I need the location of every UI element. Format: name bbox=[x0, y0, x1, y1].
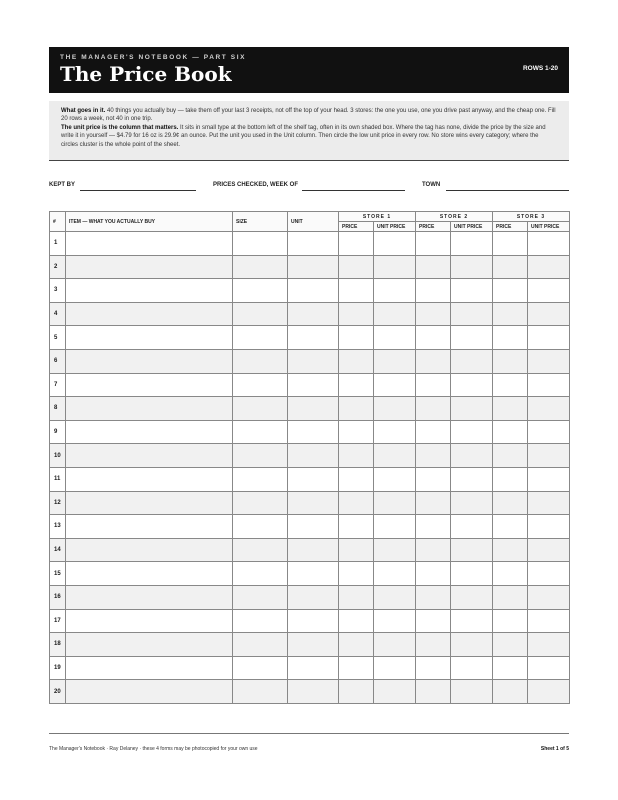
form-fields bbox=[49, 181, 569, 193]
table-row bbox=[50, 656, 570, 680]
store-3-price-cell[interactable] bbox=[493, 515, 528, 539]
store-1-unit-price-cell[interactable] bbox=[374, 420, 416, 444]
store-1-unit-price-cell[interactable] bbox=[374, 585, 416, 609]
page-title: The Price Book bbox=[60, 62, 232, 86]
store-2-price-cell[interactable] bbox=[416, 538, 451, 562]
store-3-price-cell[interactable] bbox=[493, 585, 528, 609]
table-row bbox=[50, 515, 570, 539]
size-cell[interactable] bbox=[233, 326, 288, 350]
store-3-unit-price-cell[interactable] bbox=[528, 467, 570, 491]
price-table bbox=[49, 211, 570, 704]
store-2-unit-price-cell[interactable] bbox=[451, 680, 493, 704]
week-field[interactable] bbox=[302, 190, 405, 191]
size-cell[interactable] bbox=[233, 491, 288, 515]
store-3-unit-price-cell[interactable] bbox=[528, 420, 570, 444]
row-number: 4 bbox=[50, 302, 66, 326]
store-3-price-cell[interactable] bbox=[493, 302, 528, 326]
unit-cell[interactable] bbox=[288, 373, 339, 397]
store-2-price-cell[interactable] bbox=[416, 444, 451, 468]
store-2-unit-price-cell[interactable] bbox=[451, 491, 493, 515]
store-1-unit-price-cell[interactable] bbox=[374, 609, 416, 633]
size-cell[interactable] bbox=[233, 467, 288, 491]
item-cell[interactable] bbox=[66, 562, 233, 586]
size-cell[interactable] bbox=[233, 633, 288, 657]
footer-credit: The Manager's Notebook · Ray Delaney · these 4 forms may be photocopied for your own use bbox=[49, 746, 258, 752]
store-2-price-cell[interactable] bbox=[416, 349, 451, 373]
table-row bbox=[50, 232, 570, 256]
store-1-unit-price-cell[interactable] bbox=[374, 515, 416, 539]
row-number: 8 bbox=[50, 397, 66, 421]
store-3-unit-price-cell[interactable] bbox=[528, 444, 570, 468]
store-3-price-cell[interactable] bbox=[493, 491, 528, 515]
store-3-unit-price-cell[interactable] bbox=[528, 633, 570, 657]
store-1-price-cell[interactable] bbox=[339, 373, 374, 397]
row-number: 19 bbox=[50, 656, 66, 680]
instructions-paragraph-2 bbox=[61, 124, 557, 149]
store-1-price-cell[interactable] bbox=[339, 232, 374, 256]
unit-cell[interactable] bbox=[288, 420, 339, 444]
store-1-price-cell[interactable] bbox=[339, 633, 374, 657]
row-number: 6 bbox=[50, 349, 66, 373]
table-row bbox=[50, 302, 570, 326]
store-3-unit-price-cell[interactable] bbox=[528, 255, 570, 279]
size-cell[interactable] bbox=[233, 609, 288, 633]
store-3-price-cell[interactable] bbox=[493, 373, 528, 397]
table-row bbox=[50, 349, 570, 373]
store-1-price-header: PRICE bbox=[339, 222, 374, 232]
store-1-price-cell[interactable] bbox=[339, 585, 374, 609]
unit-cell[interactable] bbox=[288, 538, 339, 562]
store-2-price-cell[interactable] bbox=[416, 255, 451, 279]
store-3-price-cell[interactable] bbox=[493, 656, 528, 680]
store-1-price-cell[interactable] bbox=[339, 420, 374, 444]
store-3-price-cell[interactable] bbox=[493, 397, 528, 421]
row-number: 11 bbox=[50, 467, 66, 491]
row-number: 5 bbox=[50, 326, 66, 350]
store-2-unit-price-cell[interactable] bbox=[451, 515, 493, 539]
unit-cell[interactable] bbox=[288, 302, 339, 326]
store-3-unit-price-cell[interactable] bbox=[528, 656, 570, 680]
size-cell[interactable] bbox=[233, 420, 288, 444]
table-row bbox=[50, 680, 570, 704]
store-3-price-cell[interactable] bbox=[493, 255, 528, 279]
size-cell[interactable] bbox=[233, 680, 288, 704]
instructions-paragraph-1 bbox=[61, 107, 557, 124]
col-header-num: # bbox=[50, 212, 66, 232]
table-row bbox=[50, 467, 570, 491]
store-3-unit-price-cell[interactable] bbox=[528, 279, 570, 303]
store-2-unit-price-cell[interactable] bbox=[451, 255, 493, 279]
store-1-unit-price-cell[interactable] bbox=[374, 373, 416, 397]
row-number: 7 bbox=[50, 373, 66, 397]
instructions-text-1: 40 things you actually buy — take them off your last 3 receipts, not off the top of your head. 3 stores: the one you use, one you drive past anyway, and the cheap one. Fill 20 rows a week, not 40 in one trip. bbox=[61, 108, 556, 123]
store-2-unit-price-cell[interactable] bbox=[451, 633, 493, 657]
store-1-price-cell[interactable] bbox=[339, 491, 374, 515]
store-1-unit-price-cell[interactable] bbox=[374, 538, 416, 562]
item-cell[interactable] bbox=[66, 680, 233, 704]
unit-cell[interactable] bbox=[288, 232, 339, 256]
store-2-price-cell[interactable] bbox=[416, 373, 451, 397]
unit-cell[interactable] bbox=[288, 633, 339, 657]
store-1-unit-price-cell[interactable] bbox=[374, 656, 416, 680]
store-3-price-cell[interactable] bbox=[493, 444, 528, 468]
store-1-price-cell[interactable] bbox=[339, 326, 374, 350]
item-cell[interactable] bbox=[66, 255, 233, 279]
store-3-unit-price-cell[interactable] bbox=[528, 326, 570, 350]
size-cell[interactable] bbox=[233, 349, 288, 373]
store-2-price-cell[interactable] bbox=[416, 326, 451, 350]
store-3-price-cell[interactable] bbox=[493, 420, 528, 444]
store-3-unit-price-cell[interactable] bbox=[528, 538, 570, 562]
item-cell[interactable] bbox=[66, 302, 233, 326]
town-label: TOWN bbox=[422, 182, 441, 188]
row-number: 16 bbox=[50, 585, 66, 609]
store-2-price-cell[interactable] bbox=[416, 585, 451, 609]
store-1-unit-price-cell[interactable] bbox=[374, 397, 416, 421]
store-1-unit-price-cell[interactable] bbox=[374, 232, 416, 256]
item-cell[interactable] bbox=[66, 515, 233, 539]
size-cell[interactable] bbox=[233, 373, 288, 397]
store-3-unit-price-cell[interactable] bbox=[528, 680, 570, 704]
unit-cell[interactable] bbox=[288, 585, 339, 609]
unit-cell[interactable] bbox=[288, 656, 339, 680]
store-1-unit-price-cell[interactable] bbox=[374, 255, 416, 279]
item-cell[interactable] bbox=[66, 633, 233, 657]
store-3-header: STORE 3 bbox=[493, 212, 570, 222]
store-1-unit-price-cell[interactable] bbox=[374, 349, 416, 373]
store-2-price-cell[interactable] bbox=[416, 467, 451, 491]
kept-by-label: KEPT BY bbox=[49, 182, 76, 188]
row-number: 13 bbox=[50, 515, 66, 539]
row-number: 14 bbox=[50, 538, 66, 562]
unit-cell[interactable] bbox=[288, 467, 339, 491]
store-2-price-cell[interactable] bbox=[416, 633, 451, 657]
item-cell[interactable] bbox=[66, 491, 233, 515]
store-1-price-cell[interactable] bbox=[339, 255, 374, 279]
unit-cell[interactable] bbox=[288, 609, 339, 633]
unit-cell[interactable] bbox=[288, 349, 339, 373]
row-number: 2 bbox=[50, 255, 66, 279]
size-cell[interactable] bbox=[233, 562, 288, 586]
store-3-unit-price-cell[interactable] bbox=[528, 515, 570, 539]
store-2-price-header: PRICE bbox=[416, 222, 451, 232]
table-row bbox=[50, 609, 570, 633]
item-cell[interactable] bbox=[66, 538, 233, 562]
store-2-unit-price-cell[interactable] bbox=[451, 373, 493, 397]
instructions-heading-2: The unit price is the column that matters. bbox=[61, 124, 179, 131]
store-2-unit-price-cell[interactable] bbox=[451, 585, 493, 609]
store-1-unit-price-cell[interactable] bbox=[374, 279, 416, 303]
store-1-header: STORE 1 bbox=[339, 212, 416, 222]
store-3-price-cell[interactable] bbox=[493, 680, 528, 704]
item-cell[interactable] bbox=[66, 279, 233, 303]
row-number: 18 bbox=[50, 633, 66, 657]
store-2-unit-price-cell[interactable] bbox=[451, 279, 493, 303]
store-3-unit-price-cell[interactable] bbox=[528, 609, 570, 633]
unit-cell[interactable] bbox=[288, 491, 339, 515]
store-1-price-cell[interactable] bbox=[339, 562, 374, 586]
store-2-unit-price-cell[interactable] bbox=[451, 656, 493, 680]
store-2-unit-price-cell[interactable] bbox=[451, 326, 493, 350]
store-2-unit-price-cell[interactable] bbox=[451, 609, 493, 633]
store-3-unit-price-cell[interactable] bbox=[528, 397, 570, 421]
size-cell[interactable] bbox=[233, 538, 288, 562]
store-3-price-cell[interactable] bbox=[493, 232, 528, 256]
store-3-unit-price-header: UNIT PRICE bbox=[528, 222, 570, 232]
store-2-unit-price-cell[interactable] bbox=[451, 349, 493, 373]
store-3-unit-price-cell[interactable] bbox=[528, 585, 570, 609]
item-cell[interactable] bbox=[66, 397, 233, 421]
store-3-price-cell[interactable] bbox=[493, 349, 528, 373]
item-cell[interactable] bbox=[66, 609, 233, 633]
item-cell[interactable] bbox=[66, 420, 233, 444]
store-1-unit-price-cell[interactable] bbox=[374, 302, 416, 326]
item-cell[interactable] bbox=[66, 373, 233, 397]
series-eyebrow: THE MANAGER'S NOTEBOOK — PART SIX bbox=[60, 54, 247, 61]
col-header-size: SIZE bbox=[233, 212, 288, 232]
store-2-unit-price-header: UNIT PRICE bbox=[451, 222, 493, 232]
store-2-header: STORE 2 bbox=[416, 212, 493, 222]
table-row bbox=[50, 633, 570, 657]
row-number: 1 bbox=[50, 232, 66, 256]
store-3-unit-price-cell[interactable] bbox=[528, 349, 570, 373]
table-row bbox=[50, 538, 570, 562]
store-1-price-cell[interactable] bbox=[339, 515, 374, 539]
row-number: 15 bbox=[50, 562, 66, 586]
store-1-unit-price-header: UNIT PRICE bbox=[374, 222, 416, 232]
unit-cell[interactable] bbox=[288, 279, 339, 303]
store-2-price-cell[interactable] bbox=[416, 232, 451, 256]
footer-rule bbox=[49, 733, 569, 734]
rows-range-label: ROWS 1-20 bbox=[522, 65, 558, 72]
table-row bbox=[50, 279, 570, 303]
store-1-unit-price-cell[interactable] bbox=[374, 633, 416, 657]
unit-cell[interactable] bbox=[288, 562, 339, 586]
unit-cell[interactable] bbox=[288, 680, 339, 704]
store-3-price-cell[interactable] bbox=[493, 279, 528, 303]
store-1-price-cell[interactable] bbox=[339, 349, 374, 373]
size-cell[interactable] bbox=[233, 302, 288, 326]
store-1-price-cell[interactable] bbox=[339, 680, 374, 704]
store-3-unit-price-cell[interactable] bbox=[528, 232, 570, 256]
store-2-unit-price-cell[interactable] bbox=[451, 562, 493, 586]
instructions-box bbox=[49, 101, 569, 161]
store-1-unit-price-cell[interactable] bbox=[374, 467, 416, 491]
col-header-item: ITEM — WHAT YOU ACTUALLY BUY bbox=[66, 212, 233, 232]
size-cell[interactable] bbox=[233, 515, 288, 539]
unit-cell[interactable] bbox=[288, 444, 339, 468]
row-number: 3 bbox=[50, 279, 66, 303]
table-row bbox=[50, 585, 570, 609]
size-cell[interactable] bbox=[233, 255, 288, 279]
unit-cell[interactable] bbox=[288, 326, 339, 350]
item-cell[interactable] bbox=[66, 585, 233, 609]
item-cell[interactable] bbox=[66, 467, 233, 491]
table-row bbox=[50, 326, 570, 350]
store-2-unit-price-cell[interactable] bbox=[451, 302, 493, 326]
store-2-price-cell[interactable] bbox=[416, 515, 451, 539]
store-3-unit-price-cell[interactable] bbox=[528, 373, 570, 397]
store-1-unit-price-cell[interactable] bbox=[374, 326, 416, 350]
table-row bbox=[50, 255, 570, 279]
store-2-price-cell[interactable] bbox=[416, 562, 451, 586]
sheet-number: Sheet 1 of 5 bbox=[540, 746, 569, 752]
store-2-unit-price-cell[interactable] bbox=[451, 444, 493, 468]
store-3-price-header: PRICE bbox=[493, 222, 528, 232]
store-1-price-cell[interactable] bbox=[339, 397, 374, 421]
store-1-price-cell[interactable] bbox=[339, 656, 374, 680]
store-1-unit-price-cell[interactable] bbox=[374, 680, 416, 704]
store-3-unit-price-cell[interactable] bbox=[528, 562, 570, 586]
unit-cell[interactable] bbox=[288, 397, 339, 421]
store-2-price-cell[interactable] bbox=[416, 609, 451, 633]
store-2-unit-price-cell[interactable] bbox=[451, 397, 493, 421]
size-cell[interactable] bbox=[233, 585, 288, 609]
store-1-price-cell[interactable] bbox=[339, 279, 374, 303]
store-1-unit-price-cell[interactable] bbox=[374, 562, 416, 586]
col-header-unit: UNIT bbox=[288, 212, 339, 232]
table-row bbox=[50, 562, 570, 586]
size-cell[interactable] bbox=[233, 444, 288, 468]
store-2-price-cell[interactable] bbox=[416, 680, 451, 704]
row-number: 10 bbox=[50, 444, 66, 468]
store-3-price-cell[interactable] bbox=[493, 538, 528, 562]
item-cell[interactable] bbox=[66, 444, 233, 468]
store-3-unit-price-cell[interactable] bbox=[528, 491, 570, 515]
instructions-text-2: It sits in small type at the bottom left of the shelf tag, often in its own shaded box. Where the tag has none, divide the price by the size and write it in yourself — $4.79 for 16 oz is 29.9¢ an ounce. Put the unit you used in the Unit column. Then circle the low unit price in every row. No store wins every category; where the circles cluster is the whole point of the sheet. bbox=[61, 124, 546, 148]
store-2-price-cell[interactable] bbox=[416, 397, 451, 421]
row-number: 17 bbox=[50, 609, 66, 633]
size-cell[interactable] bbox=[233, 397, 288, 421]
table-row bbox=[50, 397, 570, 421]
store-2-price-cell[interactable] bbox=[416, 656, 451, 680]
store-1-unit-price-cell[interactable] bbox=[374, 491, 416, 515]
row-number: 20 bbox=[50, 680, 66, 704]
table-row bbox=[50, 420, 570, 444]
store-3-price-cell[interactable] bbox=[493, 562, 528, 586]
page-header bbox=[49, 47, 569, 93]
store-2-unit-price-cell[interactable] bbox=[451, 467, 493, 491]
kept-by-field[interactable] bbox=[80, 190, 196, 191]
store-1-price-cell[interactable] bbox=[339, 609, 374, 633]
row-number: 12 bbox=[50, 491, 66, 515]
store-2-price-cell[interactable] bbox=[416, 302, 451, 326]
size-cell[interactable] bbox=[233, 656, 288, 680]
item-cell[interactable] bbox=[66, 656, 233, 680]
store-3-price-cell[interactable] bbox=[493, 609, 528, 633]
store-2-unit-price-cell[interactable] bbox=[451, 420, 493, 444]
size-cell[interactable] bbox=[233, 232, 288, 256]
table-row bbox=[50, 444, 570, 468]
store-1-price-cell[interactable] bbox=[339, 302, 374, 326]
store-2-unit-price-cell[interactable] bbox=[451, 232, 493, 256]
store-1-price-cell[interactable] bbox=[339, 538, 374, 562]
store-1-price-cell[interactable] bbox=[339, 444, 374, 468]
table-row bbox=[50, 491, 570, 515]
size-cell[interactable] bbox=[233, 279, 288, 303]
store-2-unit-price-cell[interactable] bbox=[451, 538, 493, 562]
store-1-price-cell[interactable] bbox=[339, 467, 374, 491]
store-3-price-cell[interactable] bbox=[493, 326, 528, 350]
store-2-price-cell[interactable] bbox=[416, 420, 451, 444]
row-number: 9 bbox=[50, 420, 66, 444]
unit-cell[interactable] bbox=[288, 255, 339, 279]
store-3-price-cell[interactable] bbox=[493, 633, 528, 657]
store-3-price-cell[interactable] bbox=[493, 467, 528, 491]
store-2-price-cell[interactable] bbox=[416, 279, 451, 303]
instructions-heading-1: What goes in it. bbox=[61, 108, 106, 114]
item-cell[interactable] bbox=[66, 349, 233, 373]
unit-cell[interactable] bbox=[288, 515, 339, 539]
item-cell[interactable] bbox=[66, 232, 233, 256]
store-1-unit-price-cell[interactable] bbox=[374, 444, 416, 468]
store-3-unit-price-cell[interactable] bbox=[528, 302, 570, 326]
store-2-price-cell[interactable] bbox=[416, 491, 451, 515]
table-row bbox=[50, 373, 570, 397]
week-label: PRICES CHECKED, WEEK OF bbox=[213, 182, 299, 188]
town-field[interactable] bbox=[446, 190, 569, 191]
item-cell[interactable] bbox=[66, 326, 233, 350]
